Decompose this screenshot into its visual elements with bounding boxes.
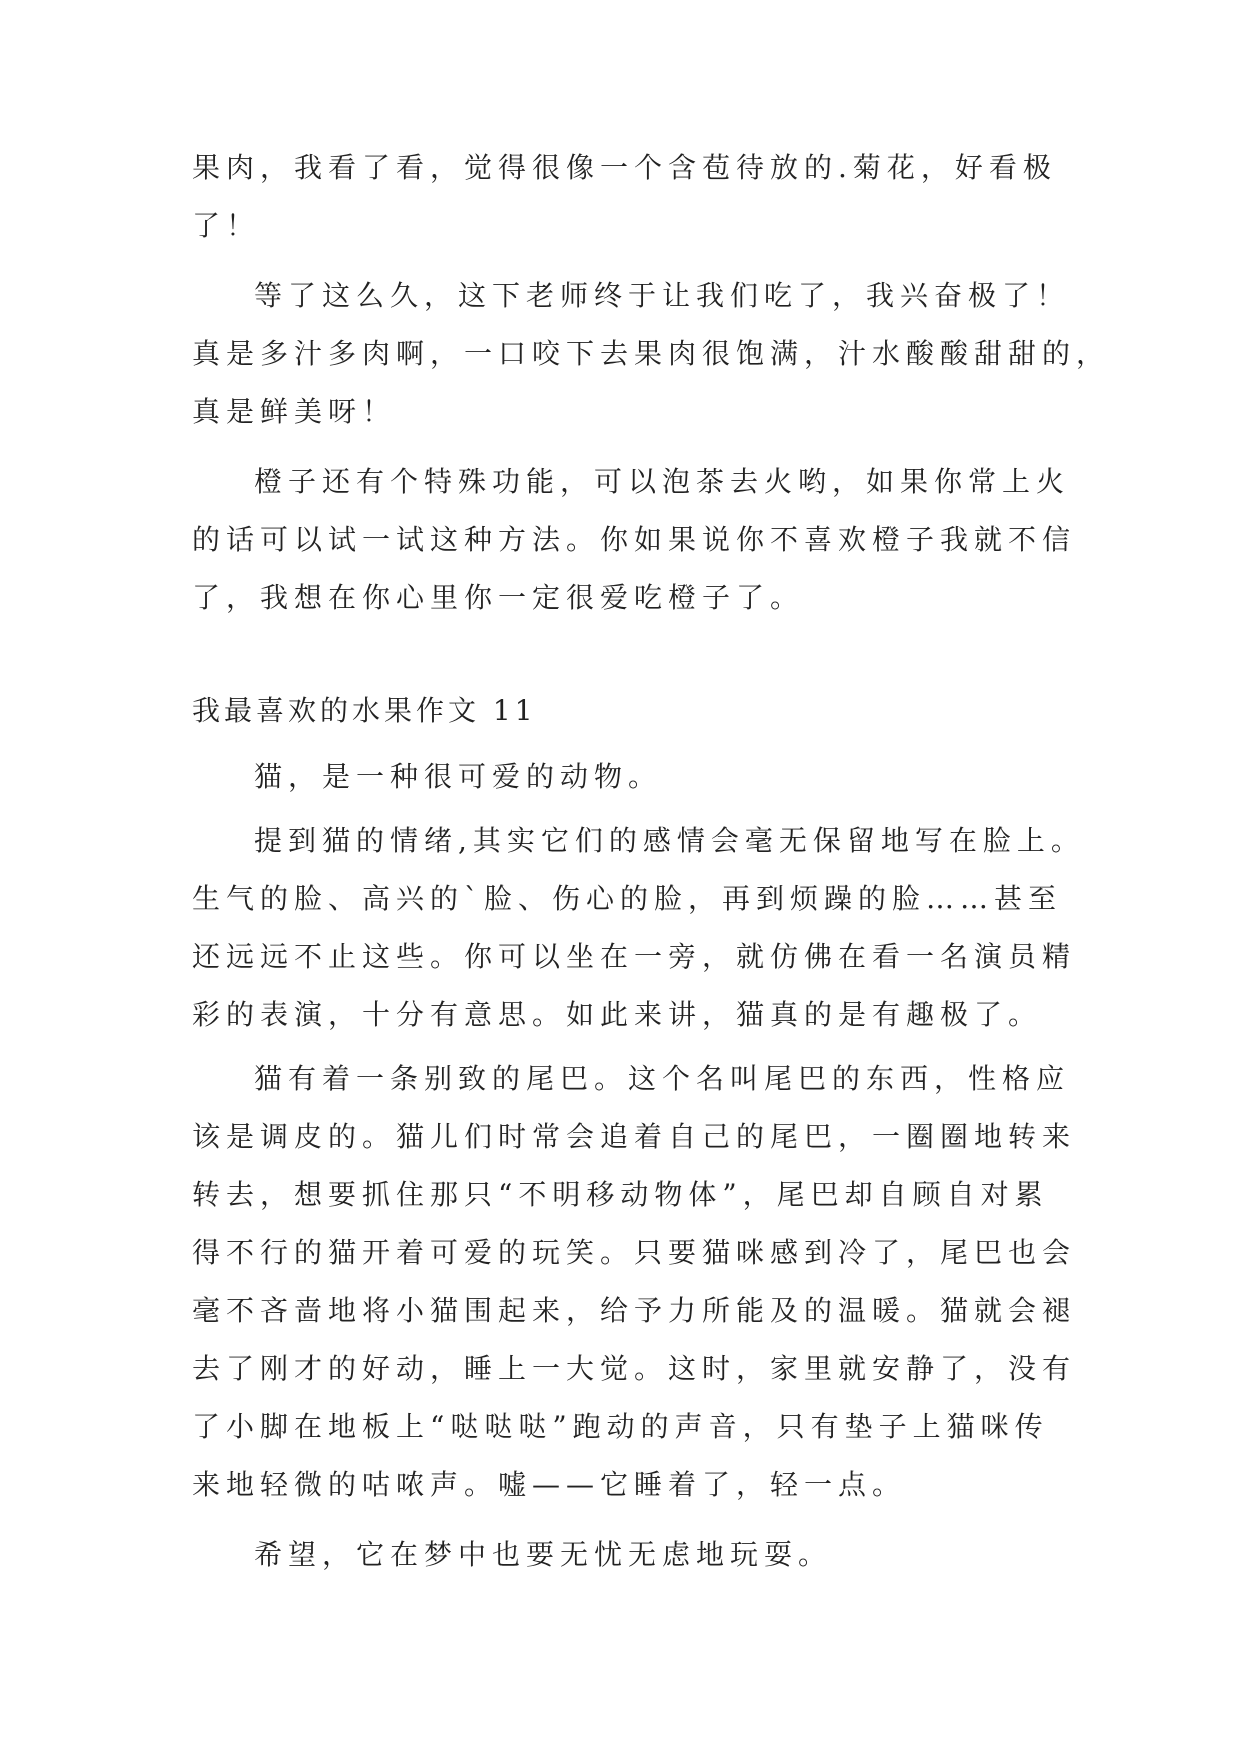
- text-line: 毫不吝啬地将小猫围起来，给予力所能及的温暖。猫就会褪: [192, 1294, 1077, 1327]
- text-line: 该是调皮的。猫儿们时常会追着自己的尾巴，一圈圈地转来: [192, 1120, 1077, 1153]
- text-line: 来地轻微的咕哝声。嘘——它睡着了，轻一点。: [192, 1468, 907, 1501]
- paragraph: [192, 139, 1062, 255]
- paragraph: [192, 1050, 1077, 1514]
- text-line: 提到猫的情绪,其实它们的感情会毫无保留地写在脸上。: [254, 824, 1085, 857]
- text-line: 猫，是一种很可爱的动物。: [254, 760, 663, 793]
- text-line: 了！: [192, 209, 261, 242]
- text-line: 希望，它在梦中也要无忧无虑地玩耍。: [254, 1538, 833, 1571]
- text-line: 了小脚在地板上“哒哒哒”跑动的声音，只有垫子上猫咪传: [192, 1410, 1049, 1443]
- paragraph: [192, 748, 1062, 806]
- section-1-body: [192, 139, 1111, 627]
- text-line: 了，我想在你心里你一定很爱吃橙子了。: [192, 581, 805, 614]
- paragraph: [192, 453, 1077, 627]
- text-line: 的话可以试一试这种方法。你如果说你不喜欢橙子我就不信: [192, 523, 1077, 556]
- text-line: 去了刚才的好动，睡上一大觉。这时，家里就安静了，没有: [192, 1352, 1077, 1385]
- text-line: 还远远不止这些。你可以坐在一旁，就仿佛在看一名演员精: [192, 940, 1077, 973]
- section-2-body: [192, 748, 1085, 1584]
- text-line: 得不行的猫开着可爱的玩笑。只要猫咪感到冷了，尾巴也会: [192, 1236, 1077, 1269]
- text-line: 生气的脸、高兴的`脸、伤心的脸，再到烦躁的脸……甚至: [192, 882, 1063, 915]
- essay-heading: 我最喜欢的水果作文 11: [192, 694, 537, 727]
- text-line: 果肉，我看了看，觉得很像一个含苞待放的.菊花，好看极: [192, 151, 1057, 184]
- text-line: 转去，想要抓住那只“不明移动物体”，尾巴却自顾自对累: [192, 1178, 1049, 1211]
- paragraph: [192, 267, 1111, 441]
- paragraph: [192, 812, 1085, 1044]
- text-line: 橙子还有个特殊功能，可以泡茶去火哟，如果你常上火: [254, 465, 1071, 498]
- text-line: 真是鲜美呀！: [192, 395, 397, 428]
- text-line: 真是多汁多肉啊，一口咬下去果肉很饱满，汁水酸酸甜甜的，: [192, 337, 1111, 370]
- text-line: 等了这么久，这下老师终于让我们吃了，我兴奋极了！: [254, 279, 1071, 312]
- text-line: 猫有着一条别致的尾巴。这个名叫尾巴的东西，性格应: [254, 1062, 1071, 1095]
- paragraph: [192, 1526, 1062, 1584]
- text-line: 彩的表演，十分有意思。如此来讲，猫真的是有趣极了。: [192, 998, 1043, 1031]
